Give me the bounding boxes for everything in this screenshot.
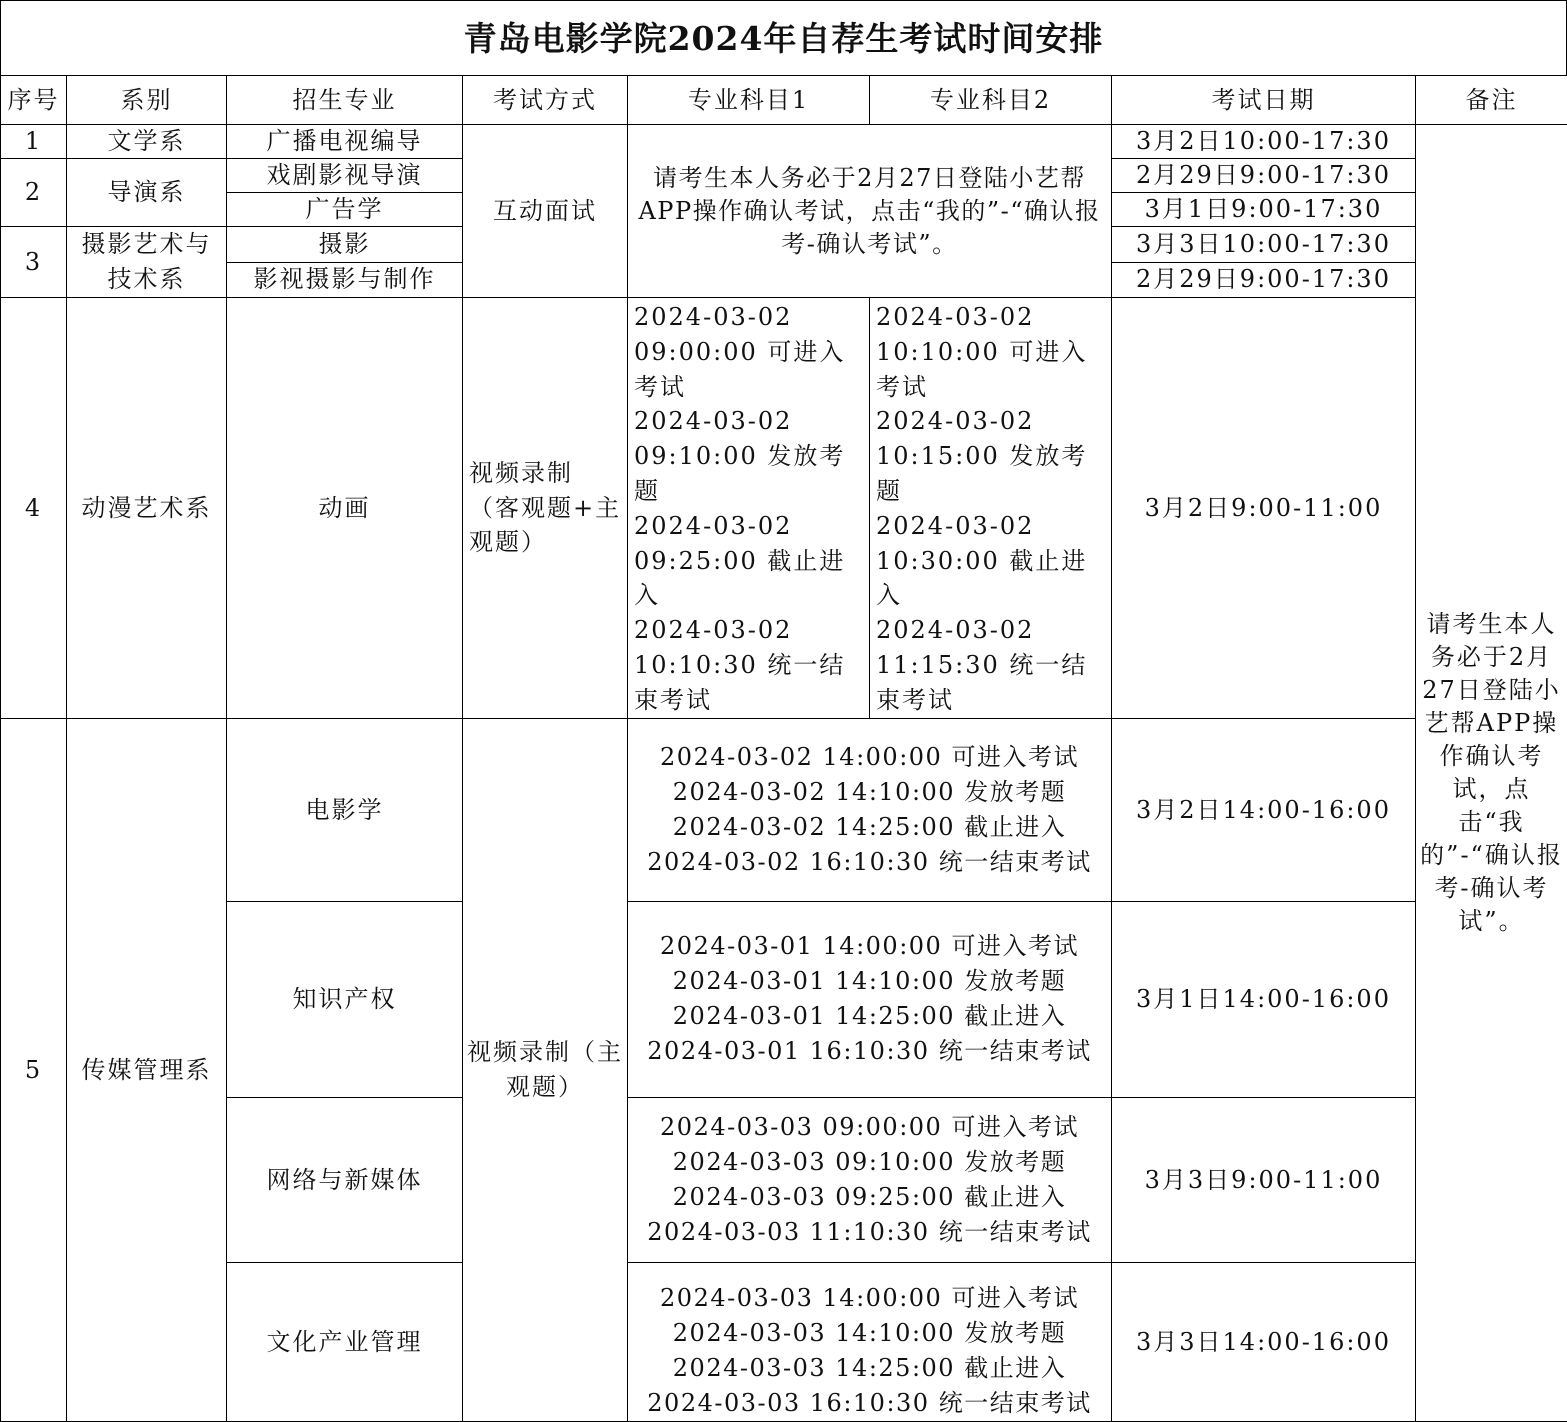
schedule-line: 2024-03-03 09:00:00 可进入考试	[660, 1112, 1079, 1141]
schedule-line: 2024-03-02 14:00:00 可进入考试	[660, 742, 1079, 771]
schedule-line: 10:10:30 统一结束考试	[634, 650, 846, 714]
department-cell: 文学系	[67, 125, 227, 159]
schedule-line: 2024-03-02	[876, 616, 1035, 645]
schedule-line: 2024-03-02	[634, 616, 793, 645]
schedule-line: 2024-03-02 14:25:00 截止进入	[672, 812, 1067, 841]
schedule-table	[0, 75, 1567, 1422]
department-cell: 摄影艺术与技术系	[67, 227, 227, 298]
exam-date-cell: 3月2日10:00-17:30	[1112, 125, 1416, 159]
schedule-line: 09:00:00 可进入考试	[634, 337, 846, 401]
schedule-line: 2024-03-02	[876, 407, 1035, 436]
subject1-schedule	[628, 298, 870, 719]
row-number: 1	[1, 125, 67, 159]
table-row	[1, 125, 1567, 159]
row-number: 3	[1, 227, 67, 298]
department-cell: 导演系	[67, 159, 227, 227]
combined-schedule	[628, 1097, 1112, 1262]
major-cell: 网络与新媒体	[227, 1097, 463, 1262]
table-row	[1, 298, 1567, 719]
schedule-line: 2024-03-01 14:00:00 可进入考试	[660, 932, 1079, 961]
schedule-line: 10:30:00 截止进入	[876, 546, 1088, 610]
exam-date-cell: 3月2日14:00-16:00	[1112, 718, 1416, 901]
remark-cell: 请考生本人务必于2月27日登陆小艺帮APP操作确认考试，点击“我的”-“确认报考-确认考试”。	[1416, 125, 1567, 1422]
header-cell: 序号	[1, 76, 67, 125]
header-cell: 系别	[67, 76, 227, 125]
header-row	[1, 76, 1567, 125]
header-cell: 考试方式	[463, 76, 628, 125]
exam-method-cell: 互动面试	[463, 125, 628, 298]
exam-date-cell: 2月29日9:00-17:30	[1112, 262, 1416, 298]
schedule-line: 2024-03-03 14:00:00 可进入考试	[660, 1283, 1079, 1312]
combined-schedule	[628, 1262, 1112, 1421]
header-cell: 备注	[1416, 76, 1567, 125]
major-cell: 广告学	[227, 193, 463, 227]
exam-method-cell: 视频录制（主观题）	[463, 718, 628, 1421]
schedule-line: 2024-03-03 09:10:00 发放考题	[672, 1147, 1067, 1176]
header-cell: 考试日期	[1112, 76, 1416, 125]
schedule-line: 2024-03-02	[634, 511, 793, 540]
combined-schedule	[628, 718, 1112, 901]
major-cell: 摄影	[227, 227, 463, 263]
schedule-line: 10:10:00 可进入考试	[876, 337, 1088, 401]
schedule-line: 2024-03-03 14:10:00 发放考题	[672, 1318, 1067, 1347]
major-cell: 知识产权	[227, 901, 463, 1097]
header-cell: 招生专业	[227, 76, 463, 125]
interview-note-cell: 请考生本人务必于2月27日登陆小艺帮APP操作确认考试，点击“我的”-“确认报考-确认考试”。	[628, 125, 1112, 298]
schedule-line: 2024-03-02	[634, 303, 793, 331]
schedule-line: 2024-03-03 09:25:00 截止进入	[672, 1182, 1067, 1211]
exam-date-cell: 3月3日14:00-16:00	[1112, 1262, 1416, 1421]
schedule-line: 2024-03-01 14:25:00 截止进入	[672, 1002, 1067, 1031]
row-number: 5	[1, 718, 67, 1421]
exam-date-cell: 3月3日9:00-11:00	[1112, 1097, 1416, 1262]
table-row	[1, 901, 1567, 1097]
department-cell: 传媒管理系	[67, 718, 227, 1421]
schedule-line: 2024-03-02 14:10:00 发放考题	[672, 777, 1067, 806]
table-row	[1, 1262, 1567, 1421]
schedule-line: 2024-03-01 16:10:30 统一结束考试	[647, 1037, 1092, 1066]
major-cell: 广播电视编导	[227, 125, 463, 159]
combined-schedule	[628, 901, 1112, 1097]
exam-date-cell: 3月1日9:00-17:30	[1112, 193, 1416, 227]
schedule-line: 2024-03-01 14:10:00 发放考题	[672, 967, 1067, 996]
schedule-line: 2024-03-02	[876, 303, 1035, 331]
department-cell: 动漫艺术系	[67, 298, 227, 719]
major-cell: 文化产业管理	[227, 1262, 463, 1421]
page-title: 青岛电影学院2024年自荐生考试时间安排	[0, 0, 1567, 75]
schedule-line: 11:15:30 统一结束考试	[876, 650, 1088, 714]
subject2-schedule	[870, 298, 1112, 719]
schedule-line: 09:10:00 发放考题	[634, 442, 846, 505]
schedule-line: 2024-03-02	[876, 511, 1035, 540]
header-cell: 专业科目1	[628, 76, 870, 125]
exam-method-cell: 视频录制（客观题+主观题）	[463, 298, 628, 719]
exam-date-cell: 3月2日9:00-11:00	[1112, 298, 1416, 719]
schedule-line: 10:15:00 发放考题	[876, 442, 1088, 505]
row-number: 2	[1, 159, 67, 227]
exam-date-cell: 2月29日9:00-17:30	[1112, 159, 1416, 193]
row-number: 4	[1, 298, 67, 719]
schedule-line: 2024-03-02	[634, 407, 793, 436]
major-cell: 影视摄影与制作	[227, 262, 463, 298]
schedule-line: 09:25:00 截止进入	[634, 546, 846, 610]
schedule-line: 2024-03-02 16:10:30 统一结束考试	[647, 847, 1092, 876]
schedule-line: 2024-03-03 14:25:00 截止进入	[672, 1353, 1067, 1382]
table-row	[1, 1097, 1567, 1262]
table-row	[1, 718, 1567, 901]
exam-date-cell: 3月1日14:00-16:00	[1112, 901, 1416, 1097]
schedule-line: 2024-03-03 16:10:30 统一结束考试	[647, 1388, 1092, 1417]
exam-date-cell: 3月3日10:00-17:30	[1112, 227, 1416, 263]
major-cell: 戏剧影视导演	[227, 159, 463, 193]
header-cell: 专业科目2	[870, 76, 1112, 125]
major-cell: 动画	[227, 298, 463, 719]
schedule-line: 2024-03-03 11:10:30 统一结束考试	[647, 1217, 1092, 1246]
major-cell: 电影学	[227, 718, 463, 901]
